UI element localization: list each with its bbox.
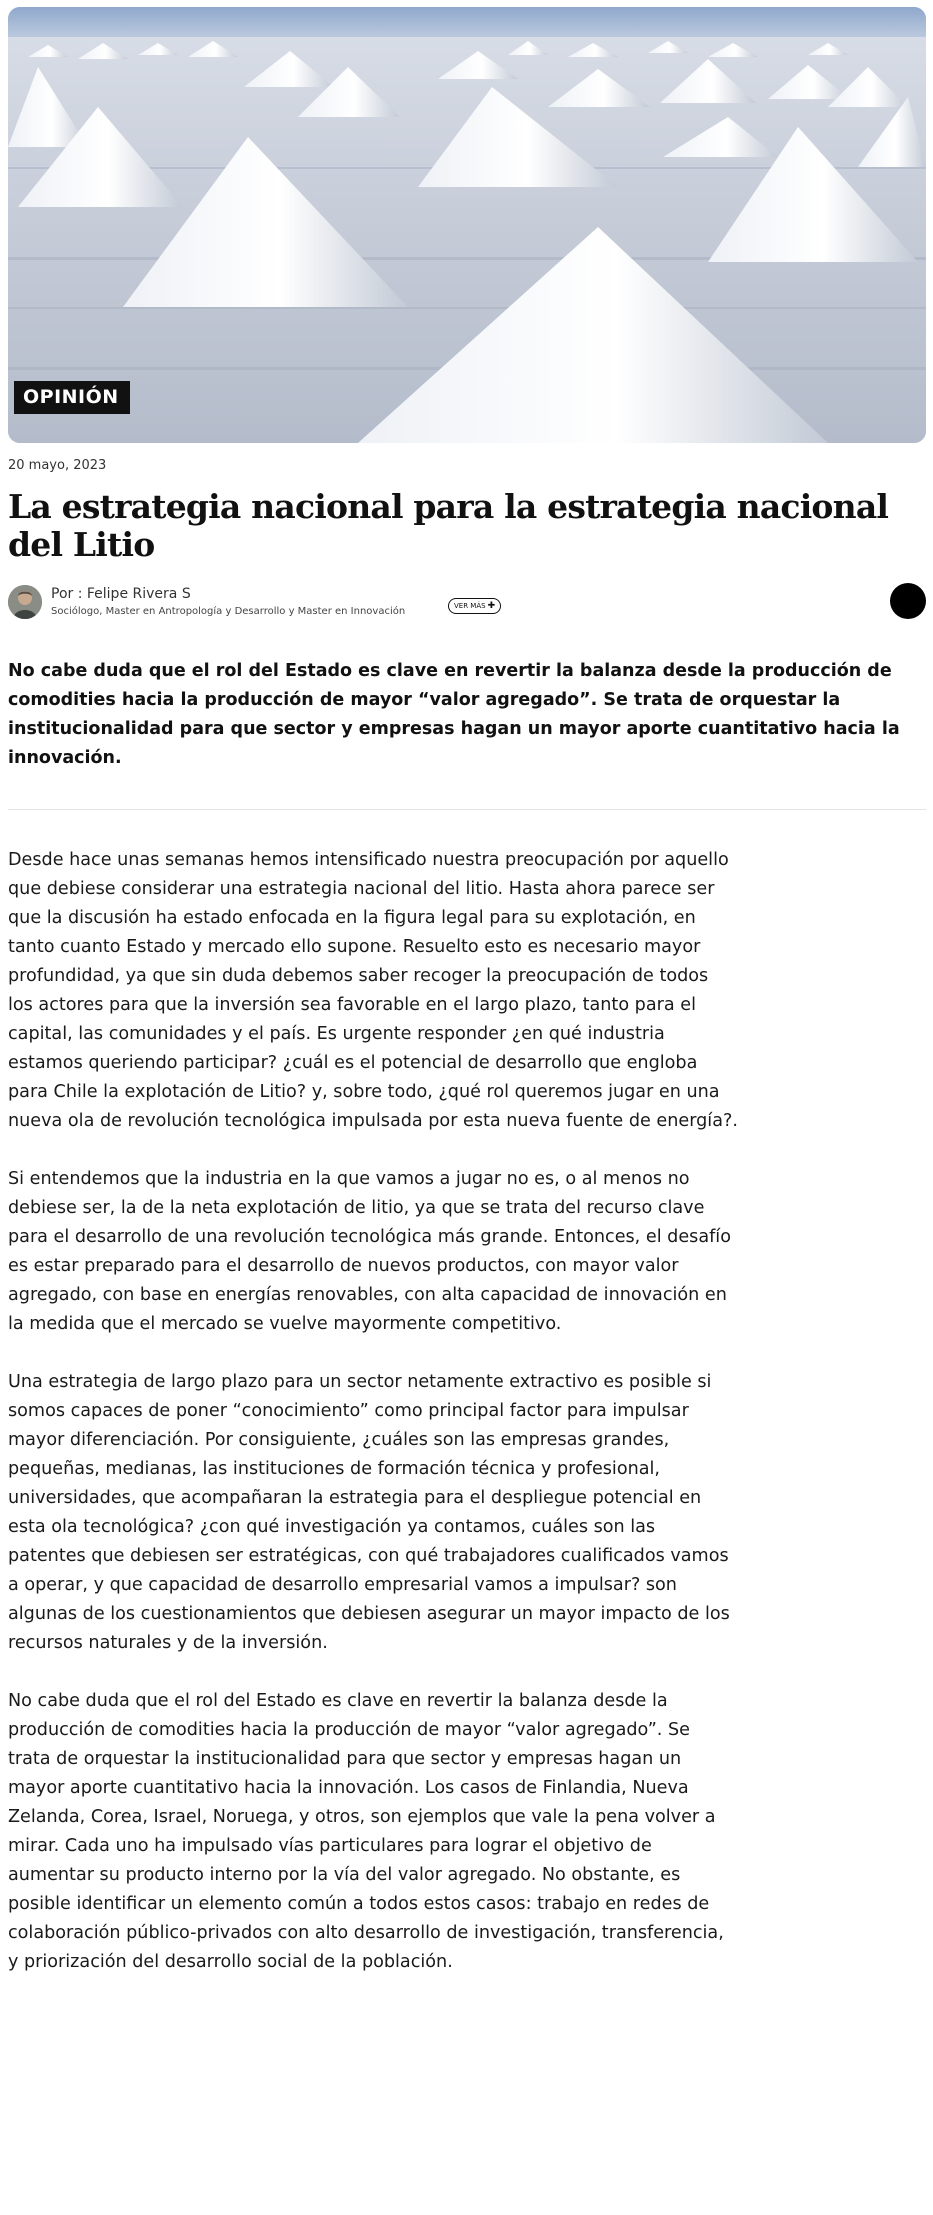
author-photo-icon	[8, 585, 42, 619]
paragraph: Desde hace unas semanas hemos intensificado nuestra preocupación por aquello que debiese considerar una estrategia nacional del litio. Hasta ahora parece ser que la discusión ha estado enfocada en la figura legal para su explotación, en tanto cuanto Estado y mercado ello supone. Resuelto esto es necesario mayor profundidad, ya que sin duda debemos saber recoger la preocupación de todos los actores para que la inversión sea favorable en el largo plazo, tanto para el capital, las comunidades y el país. Es urgente responder ¿en qué industria estamos queriendo participar? ¿cuál es el potencial de desarrollo que engloba para Chile la explotación de Litio? y, sobre todo, ¿qué rol queremos jugar en una nueva ola de revolución tecnológica impulsada por esta nueva fuente de energía?.	[8, 850, 738, 1131]
article-body	[8, 846, 738, 2006]
paragraph: Una estrategia de largo plazo para un sector netamente extractivo es posible si somos capaces de poner “conocimiento” como principal factor para impulsar mayor diferenciación. Por consiguiente, ¿cuáles son las empresas grandes, pequeñas, medianas, las instituciones de formación técnica y profesional, universidades, que acompañaran la estrategia para el despliegue potencial en esta ola tecnológica? ¿con qué investigación ya contamos, cuáles son las patentes que debiesen ser estratégicas, con qué trabajadores cualificados vamos a operar, y que capacidad de desarrollo empresarial vamos a impulsar? son algunas de los cuestionamientos que debiesen asegurar un mayor impacto de los recursos naturales y de la inversión.	[8, 1372, 730, 1653]
opinion-badge[interactable]: OPINIÓN	[14, 381, 130, 414]
author-menu-button[interactable]	[890, 583, 926, 619]
salt-flat-photo	[8, 7, 926, 443]
article-title: La estrategia nacional para la estrategia nacional del Litio	[8, 487, 889, 564]
hero-image	[8, 7, 926, 443]
avatar[interactable]	[8, 585, 42, 619]
paragraph: Si entendemos que la industria en la que vamos a jugar no es, o al menos no debiese ser, la de la neta explotación de litio, ya que se trata del recurso clave para el desarrollo de una revolución tecnológica más grande. Entonces, el desafío es estar preparado para el desarrollo de nuevos productos, con mayor valor agregado, con base en energías renovables, con alta capacidad de innovación en la medida que el mercado se vuelve mayormente competitivo.	[8, 1169, 731, 1334]
publish-date: 20 mayo, 2023	[8, 458, 107, 473]
paragraph: No cabe duda que el rol del Estado es clave en revertir la balanza desde la producción de comodities hacia la producción de mayor “valor agregado”. Se trata de orquestar la institucionalidad para que sector y empresas hagan un mayor aporte cuantitativo hacia la innovación. Los casos de Finlandia, Nueva Zelanda, Corea, Israel, Noruega, y otros, son ejemplos que vale la pena volver a mirar. Cada uno ha impulsado vías particulares para lograr el objetivo de aumentar su producto interno por la vía del valor agregado. No obstante, es posible identificar un elemento común a todos estos casos: trabajo en redes de colaboración público-privados con alto desarrollo de investigación, transferencia, y priorización del desarrollo social de la población.	[8, 1691, 724, 1972]
author-block	[8, 583, 926, 623]
ver-mas-label: VER MÁS	[454, 602, 486, 610]
plus-icon: ✚	[487, 601, 496, 611]
divider	[8, 809, 926, 810]
article-lead: No cabe duda que el rol del Estado es clave en revertir la balanza desde la producción de comodities hacia la producción de mayor “valor agregado”. Se trata de orquestar la institucionalidad para que sector y empresas hagan un mayor aporte cuantitativo hacia la innovación.	[8, 661, 900, 768]
author-name[interactable]: Por : Felipe Rivera S	[51, 586, 191, 602]
author-bio: Sociólogo, Master en Antropología y Desarrollo y Master en Innovación	[51, 606, 406, 617]
ver-mas-button[interactable]	[448, 598, 501, 614]
